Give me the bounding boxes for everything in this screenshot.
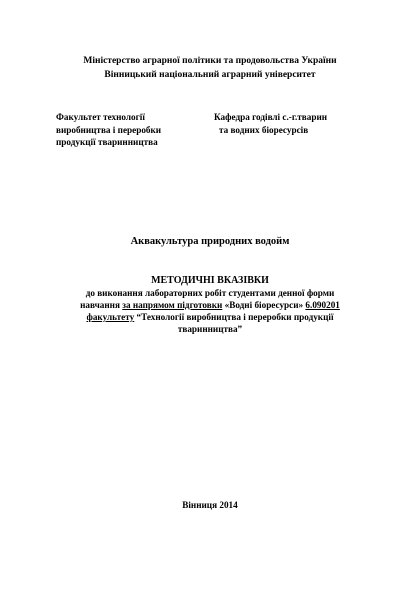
- study-form-text: навчання: [80, 300, 120, 310]
- description-line-4: тваринництва”: [177, 324, 243, 334]
- ministry-name: Міністерство аграрної політики та продовольства України: [83, 56, 337, 66]
- description-line-2: [0, 300, 420, 310]
- specialty-name-text: «Водні біоресурси»: [224, 300, 304, 310]
- faculty-word: факультету: [86, 312, 135, 322]
- faculty-full-name: “Технології виробництва і переробки продукції: [136, 312, 334, 322]
- department-line-1: Кафедра годівлі с.-г.тварин: [214, 112, 328, 122]
- document-heading: МЕТОДИЧНІ ВКАЗІВКИ: [151, 275, 269, 286]
- university-name: Вінницький національний аграрний університет: [104, 70, 316, 80]
- faculty-block: [56, 111, 161, 149]
- specialty-direction-text: за напрямом підготовки: [122, 300, 223, 310]
- department-block: [214, 111, 327, 136]
- faculty-line-3: продукції тваринництва: [56, 137, 158, 147]
- city-year: Вінниця 2014: [182, 500, 238, 510]
- document-title: Аквакультура природних водойм: [130, 236, 290, 247]
- description-line-1: до виконання лабораторних робіт студентами денної форми: [85, 288, 335, 298]
- faculty-line-2: виробництва і переробки: [56, 124, 162, 135]
- faculty-line-1: Факультет технології: [56, 112, 145, 122]
- department-line-2: та водних біоресурсів: [219, 124, 309, 135]
- description-line-3: [0, 312, 420, 322]
- specialty-code-text: 6.090201: [305, 300, 340, 310]
